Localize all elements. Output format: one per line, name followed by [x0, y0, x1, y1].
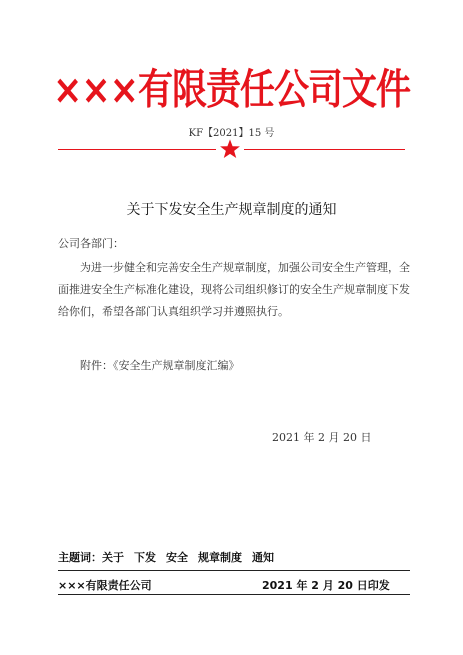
document-number: KF【2021】15 号 [188, 128, 275, 139]
notice-paragraph: 为进一步健全和完善安全生产规章制度，加强公司安全生产管理，全面推进安全生产标准化建设，现将公司组织修订的安全生产规章制度下发给你们，希望各部门认真组织学习并遵照执行。 [58, 261, 410, 318]
attachment-line: 附件：《安全生产规章制度汇编》 [80, 359, 240, 372]
issuer-name: ×××有限责任公司 [58, 579, 152, 592]
notice-subject: 关于下发安全生产规章制度的通知 [126, 202, 337, 218]
salutation: 公司各部门： [58, 237, 124, 250]
keyword: 安全 [166, 551, 188, 564]
keyword: 下发 [134, 551, 156, 564]
keywords-label: 主题词： [58, 551, 102, 564]
notice-date: 2021 年 2 月 20 日 [272, 431, 372, 444]
red-divider-left [58, 149, 216, 150]
print-date: 2021 年 2 月 20 日印发 [262, 579, 390, 592]
footer-divider-bottom [58, 594, 410, 595]
keyword: 规章制度 [198, 551, 242, 564]
keyword: 通知 [252, 551, 274, 564]
keywords-line [58, 549, 284, 565]
footer-divider-top [58, 570, 410, 571]
red-divider-right [244, 149, 405, 150]
keyword: 关于 [102, 551, 124, 564]
document-header-title: ×××有限责任公司文件 [53, 66, 410, 115]
star-icon [219, 138, 241, 160]
